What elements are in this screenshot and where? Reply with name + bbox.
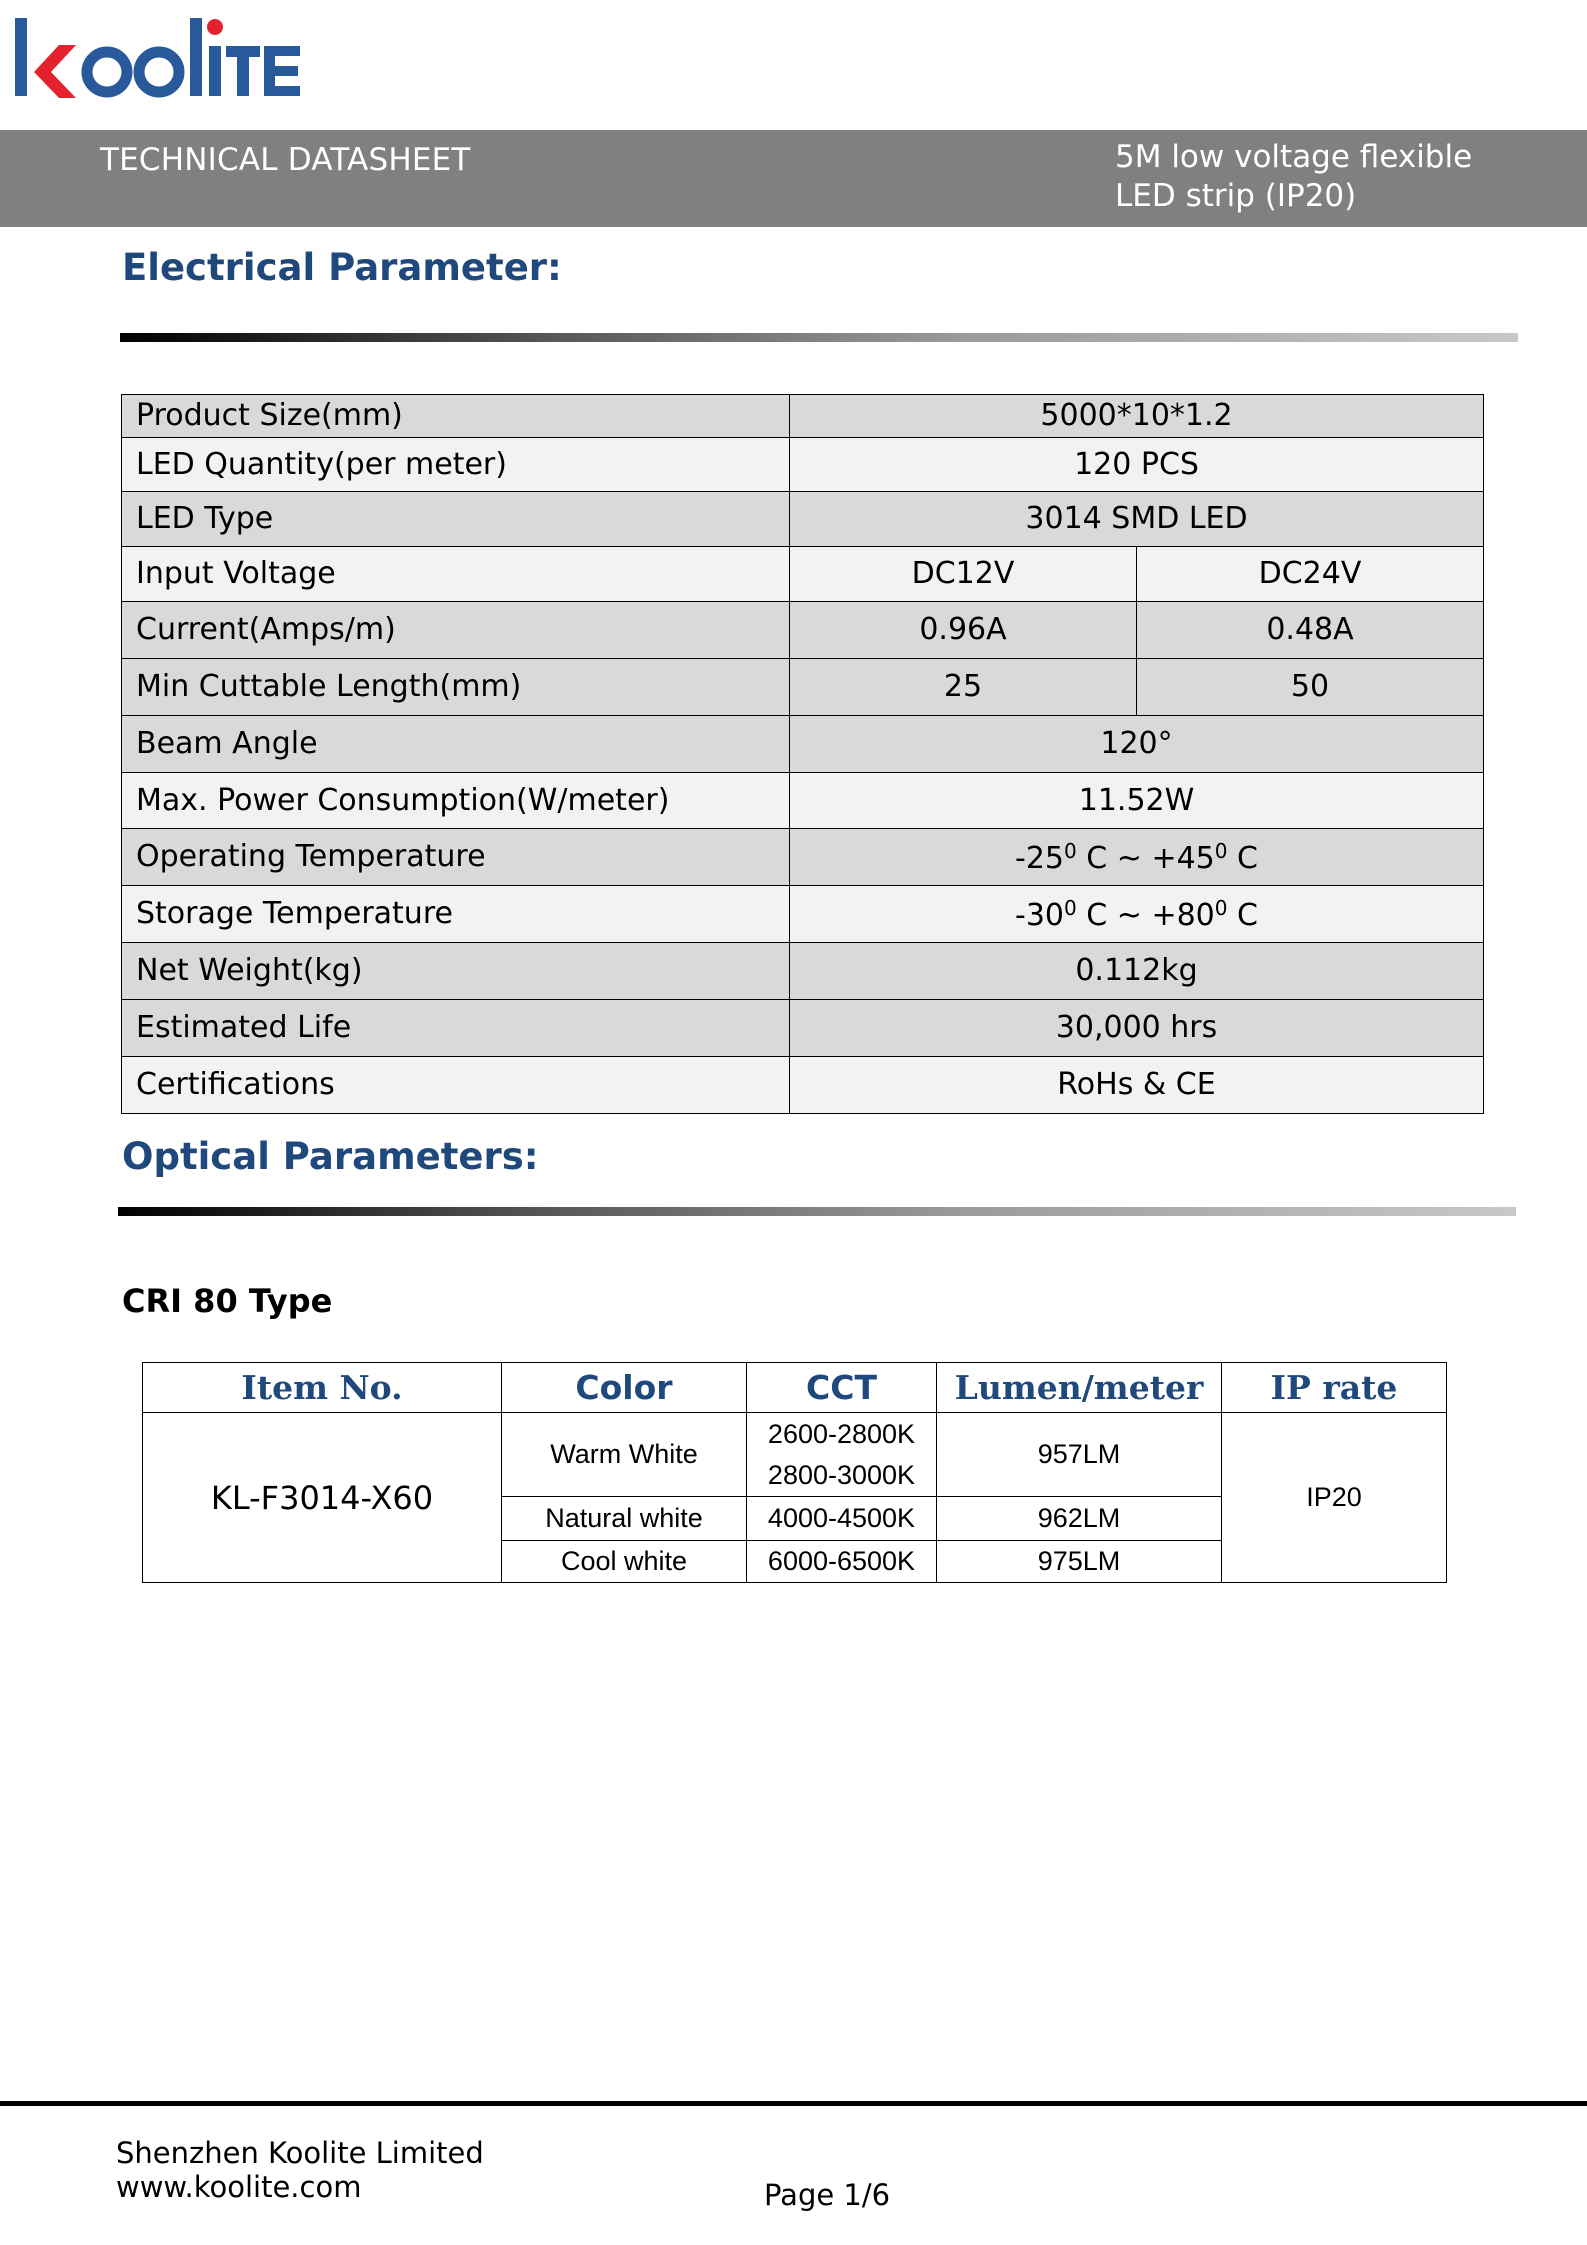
header-color: Color xyxy=(502,1363,747,1413)
table-row xyxy=(122,1000,1484,1057)
param-label: Input Voltage xyxy=(122,547,790,602)
param-label: Estimated Life xyxy=(122,1000,790,1057)
param-label: Beam Angle xyxy=(122,716,790,773)
table-header-row xyxy=(143,1363,1447,1413)
color-value: Cool white xyxy=(502,1541,747,1583)
degree-sup: 0 xyxy=(1064,895,1077,920)
color-value: Warm White xyxy=(502,1413,747,1497)
temp-max: +45 xyxy=(1151,840,1215,876)
param-label: Operating Temperature xyxy=(122,829,790,886)
optical-parameters-table xyxy=(142,1362,1447,1583)
temp-min: -30 xyxy=(1015,897,1065,933)
table-row xyxy=(122,829,1484,886)
product-title-line1: 5M low voltage flexible xyxy=(1115,139,1473,175)
degree-sup: 0 xyxy=(1214,838,1228,863)
product-title-line2: LED strip (IP20) xyxy=(1115,178,1357,214)
param-value: 120 PCS xyxy=(790,438,1484,492)
lumen-value: 975LM xyxy=(937,1541,1222,1583)
param-label: Product Size(mm) xyxy=(122,395,790,438)
param-value: 0.112kg xyxy=(790,943,1484,1000)
cct-value: 4000-4500K xyxy=(747,1497,937,1541)
item-no: KL-F3014-X60 xyxy=(143,1413,502,1583)
cct-range: 2600-2800K xyxy=(767,1418,916,1449)
param-value-12v: 25 xyxy=(790,659,1137,716)
header-item-no: Item No. xyxy=(143,1363,502,1413)
table-row xyxy=(143,1413,1447,1497)
cct-range: 2800-3000K xyxy=(767,1459,916,1490)
company-website[interactable]: www.koolite.com xyxy=(116,2170,362,2204)
param-value: RoHs & CE xyxy=(790,1057,1484,1114)
param-value-24v: 0.48A xyxy=(1137,602,1484,659)
temp-unit: C xyxy=(1227,897,1258,933)
section-divider xyxy=(120,333,1518,342)
electrical-parameter-table xyxy=(121,394,1484,1114)
param-label: Storage Temperature xyxy=(122,886,790,943)
table-row xyxy=(122,547,1484,602)
product-title xyxy=(1115,138,1472,216)
table-row xyxy=(122,773,1484,829)
page-number: Page 1/6 xyxy=(764,2178,891,2212)
temp-max: +80 xyxy=(1151,897,1215,933)
param-value-24v: 50 xyxy=(1137,659,1484,716)
temp-unit: C xyxy=(1076,897,1108,933)
cct-value xyxy=(747,1413,937,1497)
param-value: 30,000 hrs xyxy=(790,1000,1484,1057)
temp-min: -25 xyxy=(1015,840,1065,876)
param-value-12v: DC12V xyxy=(790,547,1137,602)
table-row xyxy=(122,395,1484,438)
param-value: 3014 SMD LED xyxy=(790,492,1484,547)
table-row xyxy=(122,886,1484,943)
param-value xyxy=(790,829,1484,886)
color-value: Natural white xyxy=(502,1497,747,1541)
optical-parameters-heading: Optical Parameters: xyxy=(122,1135,539,1178)
table-row xyxy=(122,1057,1484,1114)
koolite-logo xyxy=(14,18,304,104)
lumen-value: 962LM xyxy=(937,1497,1222,1541)
table-row xyxy=(122,659,1484,716)
param-label: Certifications xyxy=(122,1057,790,1114)
table-row xyxy=(122,716,1484,773)
footer-divider xyxy=(0,2101,1587,2106)
param-value xyxy=(790,886,1484,943)
header-ip-rate: IP rate xyxy=(1222,1363,1447,1413)
footer-company-info xyxy=(116,2136,484,2204)
company-name: Shenzhen Koolite Limited xyxy=(116,2136,484,2170)
header-lumen-meter: Lumen/meter xyxy=(937,1363,1222,1413)
temp-unit: C xyxy=(1076,840,1108,876)
temp-unit: C xyxy=(1227,840,1258,876)
lumen-value: 957LM xyxy=(937,1413,1222,1497)
table-row xyxy=(122,943,1484,1000)
ip-rate-value: IP20 xyxy=(1222,1413,1447,1583)
param-label: Net Weight(kg) xyxy=(122,943,790,1000)
cri-type-heading: CRI 80 Type xyxy=(122,1282,333,1320)
table-row xyxy=(122,602,1484,659)
param-label: Min Cuttable Length(mm) xyxy=(122,659,790,716)
param-label: Max. Power Consumption(W/meter) xyxy=(122,773,790,829)
param-value: 11.52W xyxy=(790,773,1484,829)
electrical-parameter-heading: Electrical Parameter: xyxy=(122,246,562,289)
document-type: TECHNICAL DATASHEET xyxy=(100,142,471,178)
cct-value: 6000-6500K xyxy=(747,1541,937,1583)
temp-separator: ~ xyxy=(1107,897,1152,933)
header-cct: CCT xyxy=(747,1363,937,1413)
degree-sup: 0 xyxy=(1064,838,1077,863)
param-label: Current(Amps/m) xyxy=(122,602,790,659)
temp-separator: ~ xyxy=(1107,840,1152,876)
param-value: 5000*10*1.2 xyxy=(790,395,1484,438)
table-row xyxy=(122,492,1484,547)
param-label: LED Quantity(per meter) xyxy=(122,438,790,492)
table-row xyxy=(122,438,1484,492)
degree-sup: 0 xyxy=(1214,895,1228,920)
section-divider xyxy=(118,1207,1516,1216)
param-value: 120° xyxy=(790,716,1484,773)
param-value-12v: 0.96A xyxy=(790,602,1137,659)
param-label: LED Type xyxy=(122,492,790,547)
param-value-24v: DC24V xyxy=(1137,547,1484,602)
